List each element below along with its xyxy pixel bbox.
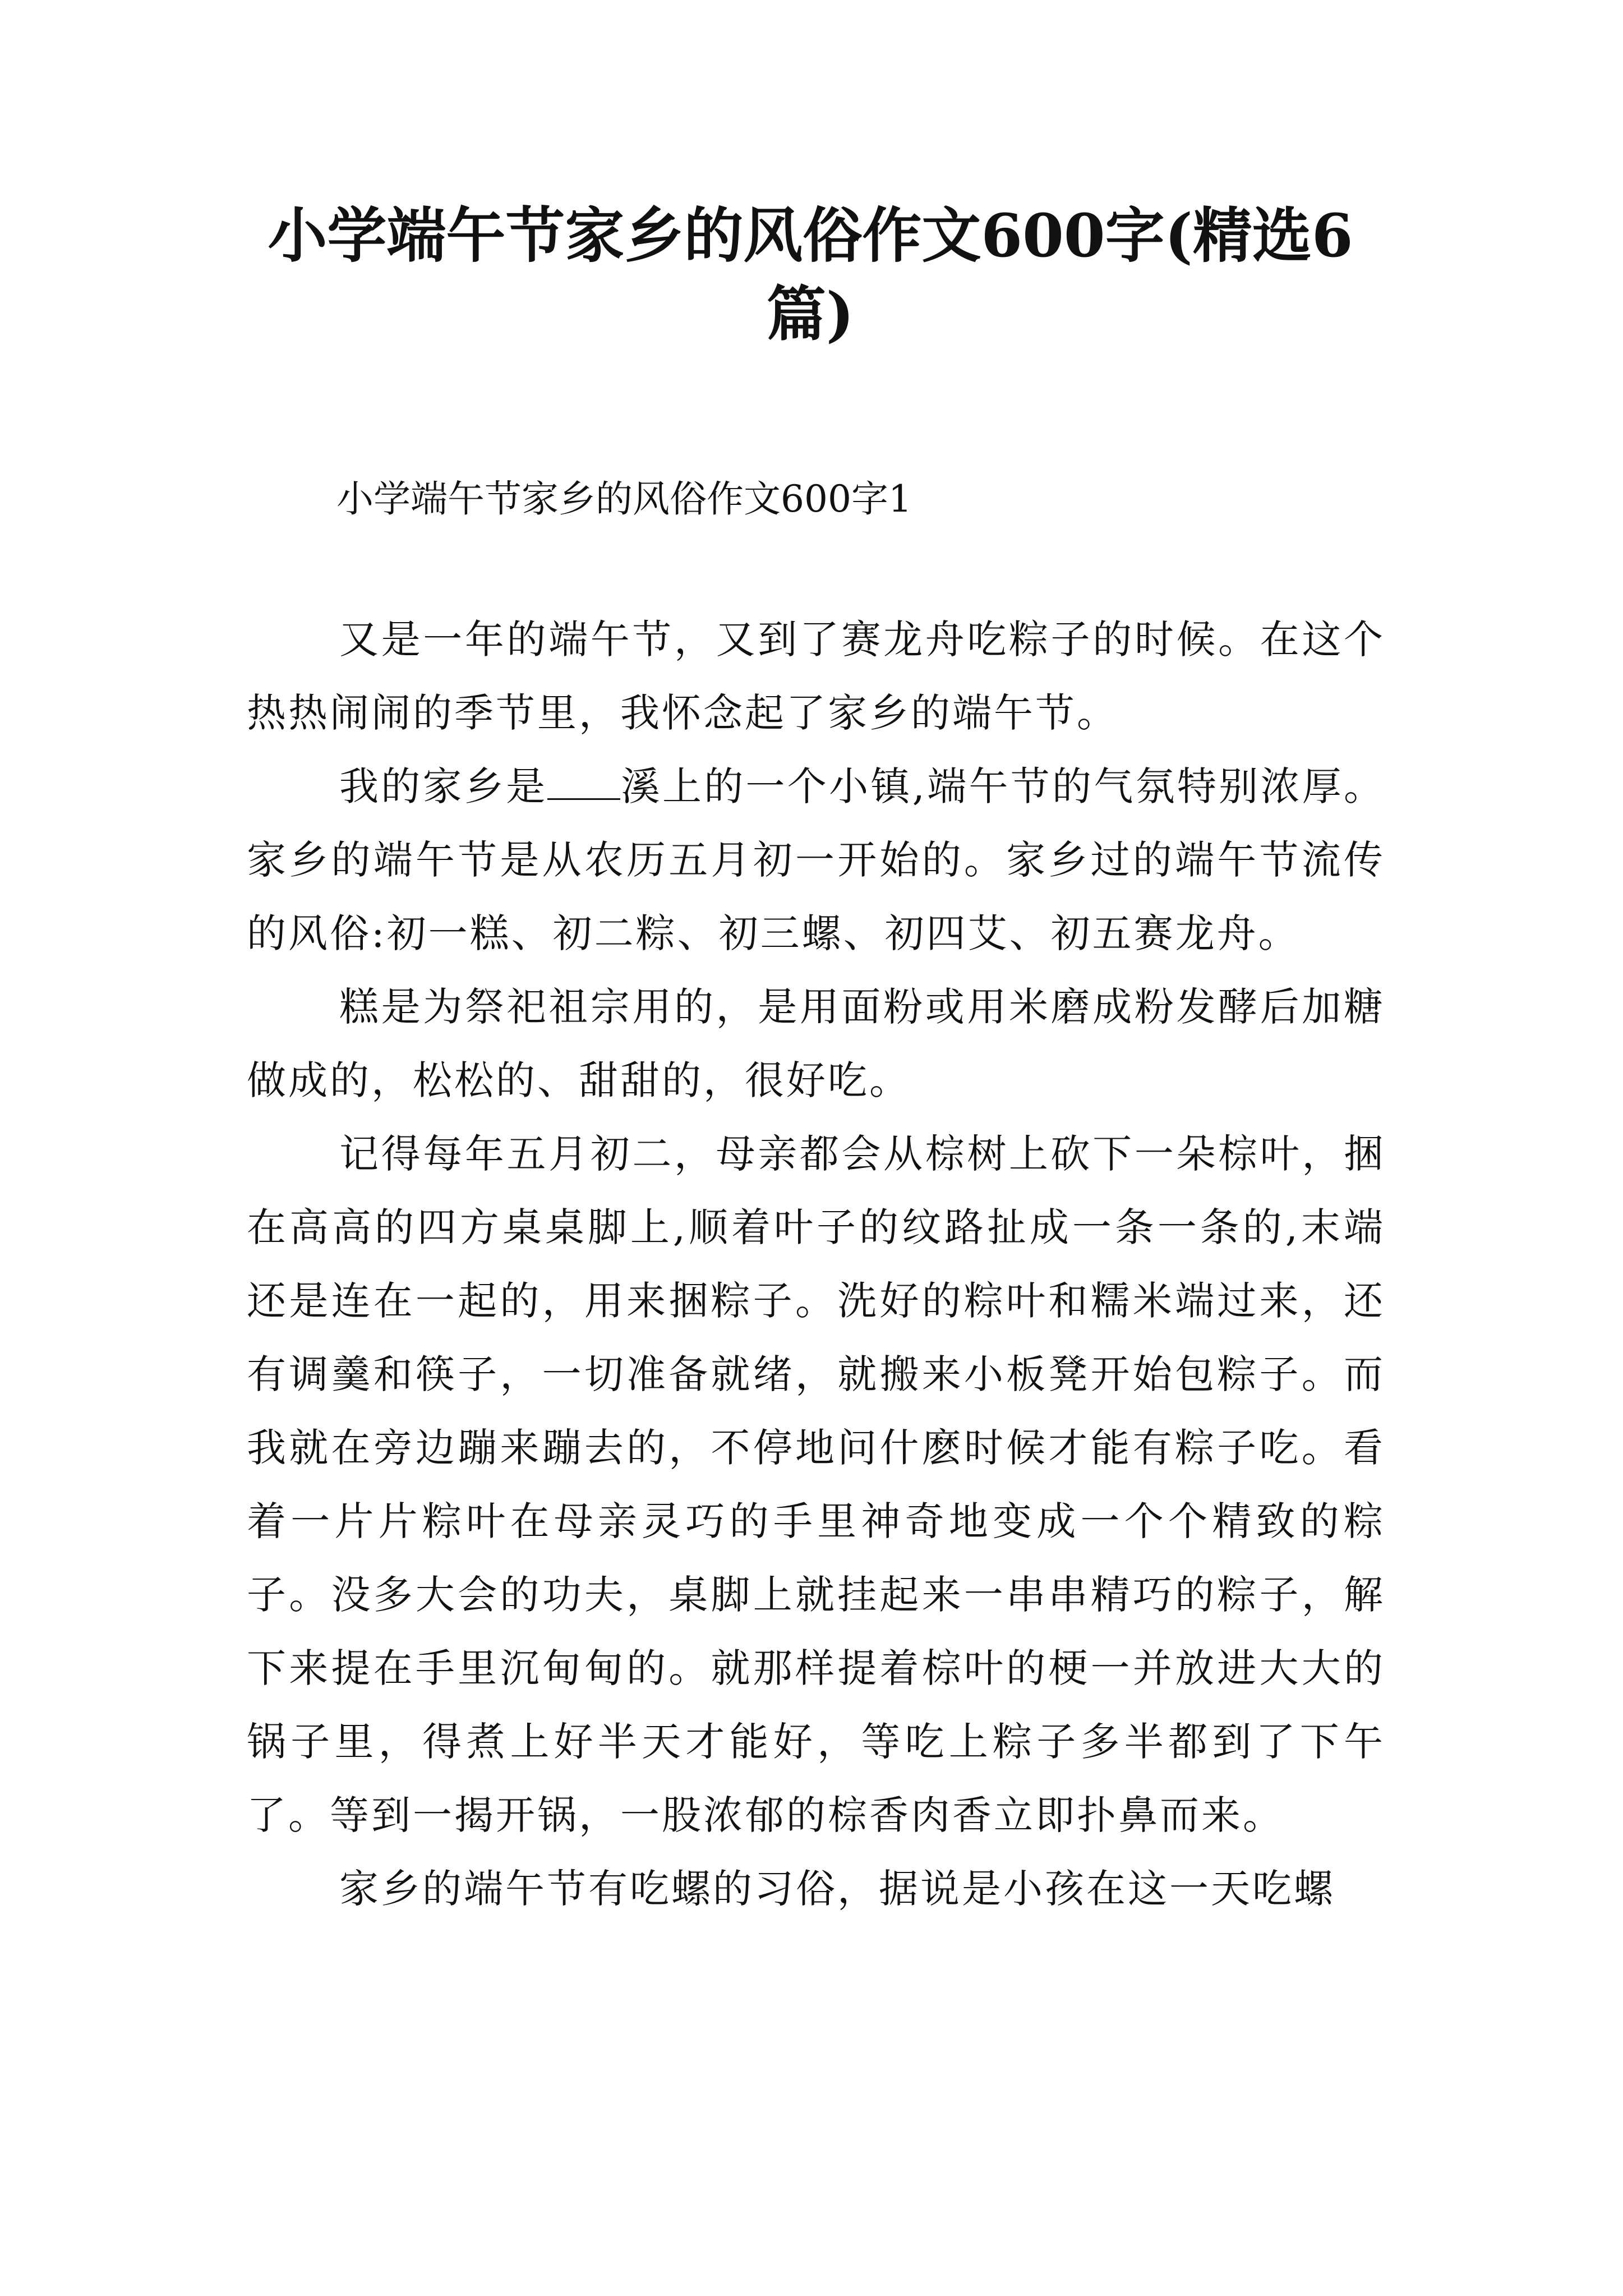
paragraph-1: 又是一年的端午节，又到了赛龙舟吃粽子的时候。在这个热热闹闹的季节里，我怀念起了家乡的端午节。: [247, 616, 1385, 736]
paragraph-3: 糕是为祭祀祖宗用的，是用面粉或用米磨成粉发酵后加糖做成的，松松的、甜甜的，很好吃。: [247, 984, 1385, 1103]
paragraph-2-start: 我的家乡是: [339, 763, 548, 809]
document-title: 小学端午节家乡的风俗作文600字(精选6篇): [268, 200, 1353, 349]
fill-in-blank-line: [547, 765, 620, 800]
essay-subtitle: 小学端午节家乡的风俗作文600字1: [336, 477, 912, 521]
essay-body: [247, 603, 1385, 1926]
paragraph-2: [247, 750, 1385, 970]
paragraph-4: 记得每年五月初二，母亲都会从棕树上砍下一朵棕叶，捆在高高的四方桌桌脚上,顺着叶子的纹路扯成一条一条的,末端还是连在一起的，用来捆粽子。洗好的粽叶和糯米端过来，还有调羹和筷子，一切准备就绪，就搬来小板凳开始包粽子。而我就在旁边蹦来蹦去的，不停地问什麽时候才能有粽子吃。看着一片片粽叶在母亲灵巧的手里神奇地变成一个个精致的粽子。没多大会的功夫，桌脚上就挂起来一串串精巧的粽子，解下来提在手里沉甸甸的。就那样提着棕叶的梗一并放进大大的锅子里，得煮上好半天才能好，等吃上粽子多半都到了下午了。等到一揭开锅，一股浓郁的棕香肉香立即扑鼻而来。: [247, 1131, 1385, 1838]
paragraph-2-rest: 溪上的一个小镇,端午节的气氛特别浓厚。家乡的端午节是从农历五月初一开始的。家乡过的端午节流传的风俗:初一糕、初二粽、初三螺、初四艾、初五赛龙舟。: [247, 763, 1385, 956]
paragraph-5: 家乡的端午节有吃螺的习俗，据说是小孩在这一天吃螺: [339, 1866, 1335, 1912]
